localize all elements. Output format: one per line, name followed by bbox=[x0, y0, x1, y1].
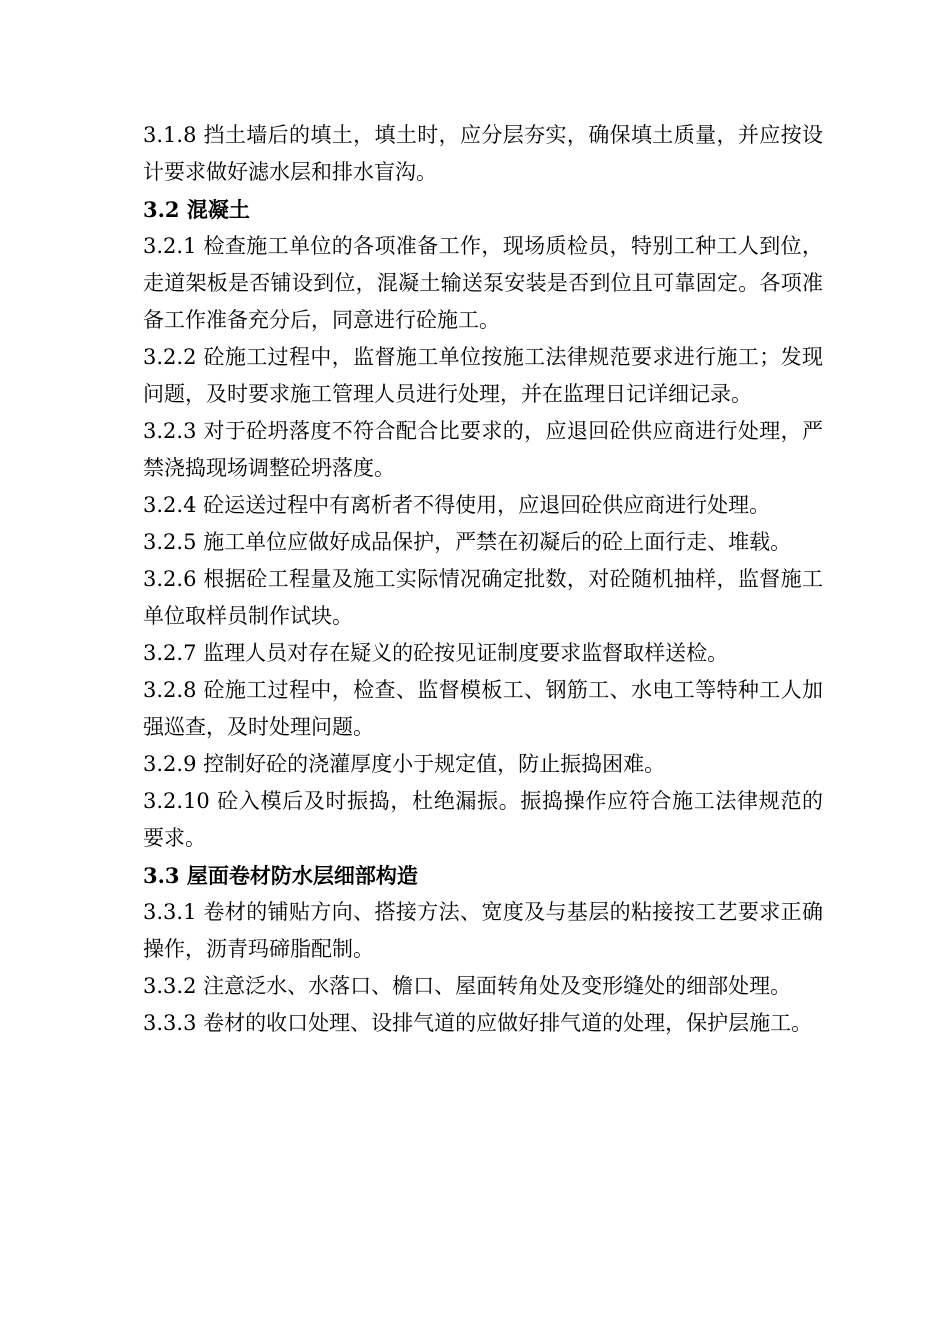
paragraph-3-2-6: 3.2.6 根据砼工程量及施工实际情况确定批数，对砼随机抽样，监督施工单位取样员制作试块。 bbox=[143, 567, 823, 628]
paragraph-3-2-9: 3.2.9 控制好砼的浇灌厚度小于规定值，防止振捣困难。 bbox=[143, 752, 666, 776]
section-heading-3-2: 3.2 混凝土 bbox=[143, 197, 250, 222]
paragraph-3-2-2: 3.2.2 砼施工过程中，监督施工单位按施工法律规范要求进行施工；发现问题，及时要求施工管理人员进行处理，并在监理日记详细记录。 bbox=[143, 345, 823, 406]
paragraph-3-2-1: 3.2.1 检查施工单位的各项准备工作，现场质检员，特别工种工人到位，走道架板是否铺设到位，混凝土输送泵安装是否到位且可靠固定。各项准备工作准备充分后，同意进行砼施工。 bbox=[143, 234, 823, 332]
paragraph-3-2-3: 3.2.3 对于砼坍落度不符合配合比要求的，应退回砼供应商进行处理，严禁浇捣现场调整砼坍落度。 bbox=[143, 419, 823, 480]
paragraph-3-3-3: 3.3.3 卷材的收口处理、设排气道的应做好排气道的处理，保护层施工。 bbox=[143, 1011, 813, 1035]
paragraph-3-3-1: 3.3.1 卷材的铺贴方向、搭接方法、宽度及与基层的粘接按工艺要求正确操作，沥青玛碲脂配制。 bbox=[143, 900, 823, 961]
document-body bbox=[143, 117, 823, 1042]
paragraph-3-2-10: 3.2.10 砼入模后及时振捣，杜绝漏振。振捣操作应符合施工法律规范的要求。 bbox=[143, 789, 823, 850]
paragraph-3-2-4: 3.2.4 砼运送过程中有离析者不得使用，应退回砼供应商进行处理。 bbox=[143, 493, 771, 517]
paragraph-3-2-5: 3.2.5 施工单位应做好成品保护，严禁在初凝后的砼上面行走、堆载。 bbox=[143, 530, 792, 554]
paragraph-3-1-8: 3.1.8 挡土墙后的填土，填土时，应分层夯实，确保填土质量，并应按设计要求做好滤水层和排水盲沟。 bbox=[143, 123, 823, 184]
paragraph-3-2-7: 3.2.7 监理人员对存在疑义的砼按见证制度要求监督取样送检。 bbox=[143, 641, 729, 665]
paragraph-3-3-2: 3.3.2 注意泛水、水落口、檐口、屋面转角处及变形缝处的细部处理。 bbox=[143, 974, 792, 998]
paragraph-3-2-8: 3.2.8 砼施工过程中，检查、监督模板工、钢筋工、水电工等特种工人加强巡查，及时处理问题。 bbox=[143, 678, 823, 739]
section-heading-3-3: 3.3 屋面卷材防水层细部构造 bbox=[143, 863, 418, 888]
